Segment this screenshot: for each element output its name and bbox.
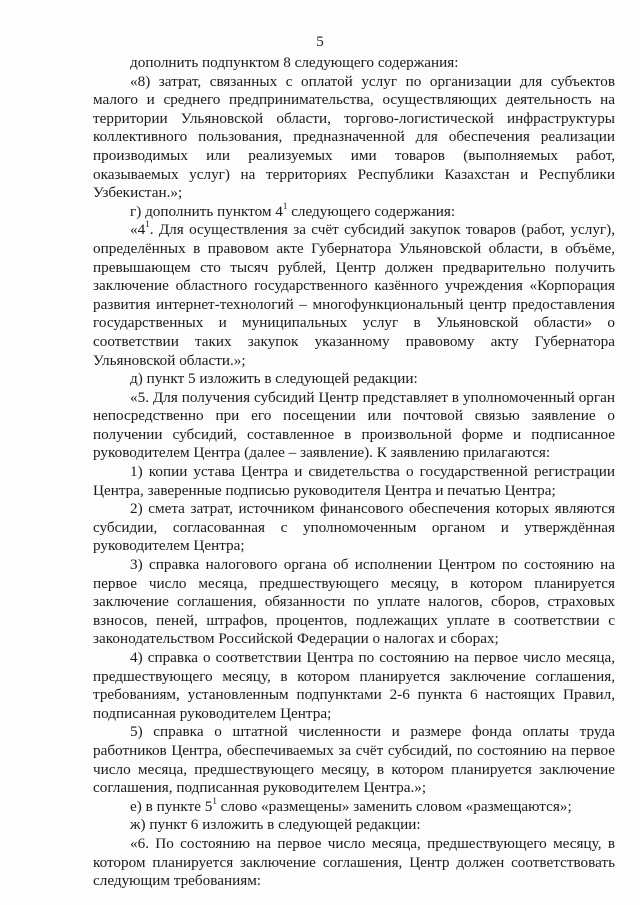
paragraph: «6. По состоянию на первое число месяца, предшествующего месяцу, в котором планируется заключение соглашения, Центр должен соответствовать следующим требованиям: xyxy=(93,834,615,890)
paragraph-text: е) в пункте 5 xyxy=(130,797,213,815)
paragraph: 4) справка о соответствии Центра по состоянию на первое число месяца, предшествующего месяцу, в котором планируется заключение соглашения, требованиям, установленным подпунктами 2-6 пункта 6 настоящих Правил, подписанная руководителем Центра; xyxy=(93,649,615,722)
paragraph-text: «4 xyxy=(130,221,146,239)
paragraph-text: . Для осуществления за счёт субсидий закупок товаров (работ, услуг), определённых в правовом акте Губернатора Ульяновской области, в объёме, превышающем сто тысяч рублей, Центр должен предварительно получить заключение областного государственного казённого учреждения «Корпорация развития интернет-технологий – многофункциональный центр предоставления государственных и муниципальных услуг в Ульяновской области» о соответствии таких закупок указанному правовому акту Губернатора Ульяновской области.»; xyxy=(93,221,615,369)
paragraph xyxy=(93,200,615,222)
paragraph-text: г) дополнить пунктом 4 xyxy=(130,202,283,220)
paragraph: 3) справка налогового органа об исполнении Центром по состоянию на первое число месяца, предшествующего месяцу, в котором планируется заключение соглашения, обязанности по уплате налогов, сборов, страховых взносов, пеней, штрафов, процентов, подлежащих уплате в соответствии с законодательством Российской Федерации о налогах и сборах; xyxy=(93,556,615,648)
paragraph: ж) пункт 6 изложить в следующей редакции: xyxy=(130,816,421,834)
paragraph: «5. Для получения субсидий Центр представляет в уполномоченный орган непосредственно при его посещении или почтовой связью заявление о получении субсидий, составленное в произвольной форме и подписанное руководителем Центра (далее – заявление). К заявлению прилагаются: xyxy=(93,388,615,462)
page-number: 5 xyxy=(316,34,324,50)
paragraph-text: слово «размещены» заменить словом «размещаются»; xyxy=(216,797,572,815)
paragraph: 1) копии устава Центра и свидетельства о государственной регистрации Центра, заверенные подписью руководителя Центра и печатью Центра; xyxy=(93,463,615,499)
paragraph: 2) смета затрат, источником финансового обеспечения которых являются субсидии, согласованная с уполномоченным органом и утверждённая руководителем Центра; xyxy=(93,500,615,555)
paragraph: «8) затрат, связанных с оплатой услуг по организации для субъектов малого и среднего предпринимательства, осуществляющих деятельность на территории Ульяновской области, торгово-логистической инфраструктуры коллективного пользования, предназначенной для обеспечения реализации производимых или реализуемых ими товаров (выполняемых работ, оказываемых услуг) на территориях Республики Казахстан и Республики Узбекистан.»; xyxy=(93,72,615,202)
superscript: 1 xyxy=(145,219,150,230)
document-body xyxy=(93,54,615,891)
superscript: 1 xyxy=(212,795,217,806)
paragraph: 5) справка о штатной численности и размере фонда оплаты труда работников Центра, обеспечиваемых за счёт субсидий, по состоянию на первое число месяца, предшествующего месяцу, в котором планируется заключение соглашения, подписанная руководителем Центра.»; xyxy=(93,723,615,797)
paragraph: дополнить подпунктом 8 следующего содержания: xyxy=(130,54,459,71)
superscript: 1 xyxy=(282,200,288,211)
paragraph xyxy=(93,221,615,370)
paragraph xyxy=(93,795,615,817)
paragraph: д) пункт 5 изложить в следующей редакции: xyxy=(130,370,418,388)
paragraph-text: следующего содержания: xyxy=(287,202,456,220)
